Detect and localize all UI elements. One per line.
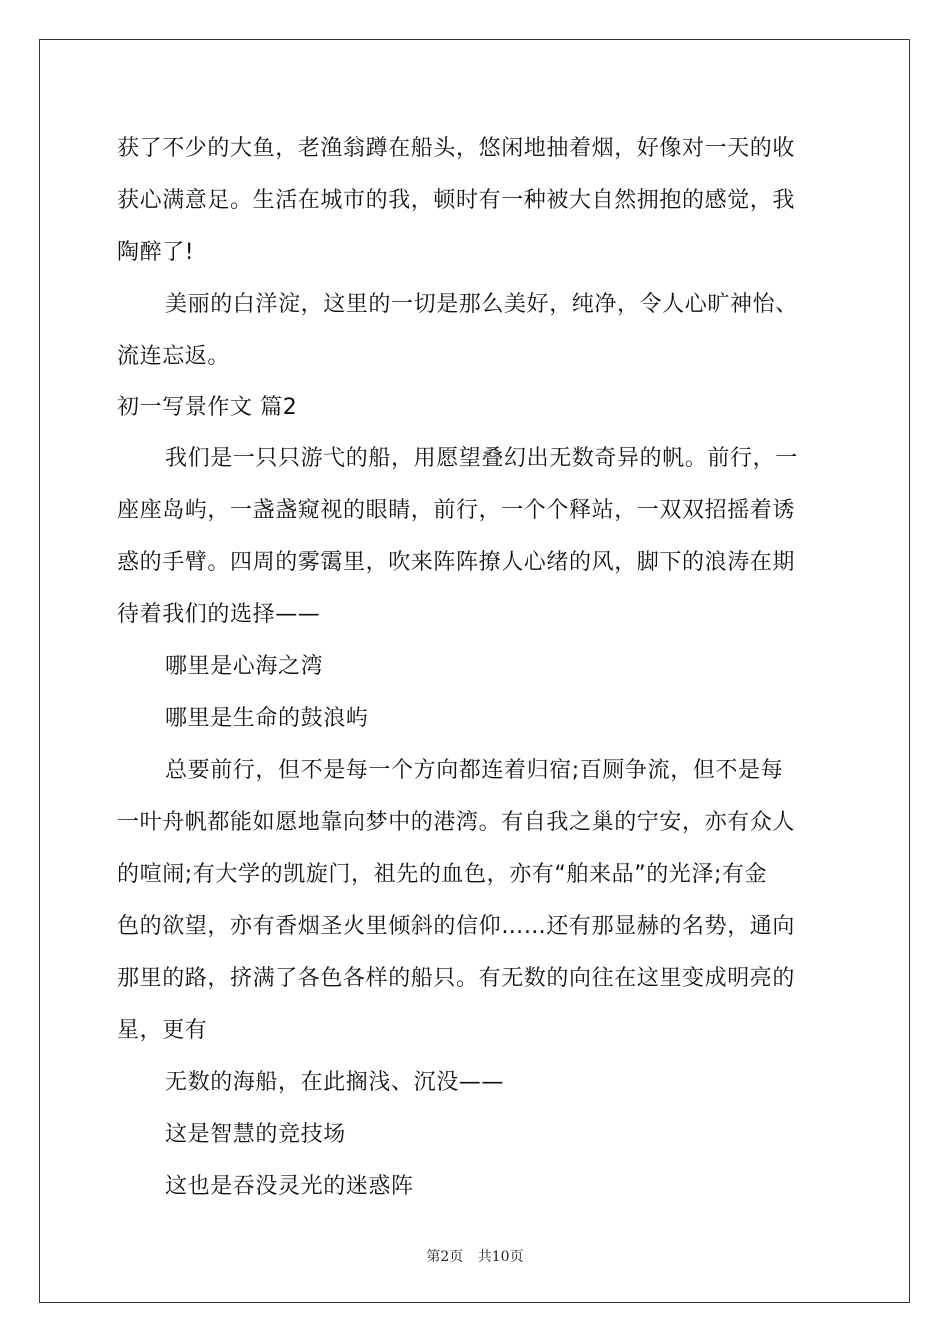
text-line: 星，更有: [117, 1018, 208, 1043]
document-body: [117, 123, 833, 1213]
text-line: 获心满意足。生活在城市的我，顿时有一种被大自然拥抱的感觉，我: [117, 188, 796, 213]
poem-line: 哪里是生命的鼓浪屿: [165, 706, 369, 731]
text-line: 惑的手臂。四周的雾霭里，吹来阵阵撩人心绪的风，脚下的浪涛在期: [117, 550, 796, 575]
text-line: 色的欲望，亦有香烟圣火里倾斜的信仰……还有那显赫的名势，通向: [117, 914, 796, 939]
text-line: 获了不少的大鱼，老渔翁蹲在船头，悠闲地抽着烟，好像对一天的收: [117, 136, 796, 161]
poem-line: 哪里是心海之湾: [165, 654, 324, 679]
paragraph-line: 总要前行，但不是每一个方向都连着归宿;百厕争流，但不是每: [165, 758, 784, 783]
paragraph-line: 美丽的白洋淀，这里的一切是那么美好，纯净，令人心旷神怡、: [165, 292, 798, 317]
poem-line: 这是智慧的竞技场: [165, 1122, 346, 1147]
text-line: 的喧闹;有大学的凯旋门，祖先的血色，亦有“舶来品”的光泽;有金: [117, 862, 768, 887]
page-total: 共10页: [477, 1249, 524, 1265]
page-footer: [0, 1246, 950, 1266]
text-line: 待着我们的选择——: [117, 602, 321, 627]
poem-line: 无数的海船，在此搁浅、沉没——: [165, 1070, 505, 1095]
section-heading: 初一写景作文 篇2: [117, 395, 298, 420]
poem-line: 这也是吞没灵光的迷惑阵: [165, 1174, 414, 1199]
page-number: 第2页: [426, 1249, 464, 1265]
text-line: 一叶舟帆都能如愿地靠向梦中的港湾。有自我之巢的宁安，亦有众人: [117, 810, 796, 835]
text-line: 座座岛屿，一盏盏窥视的眼睛，前行，一个个释站，一双双招摇着诱: [117, 498, 796, 523]
paragraph-line: 我们是一只只游弋的船，用愿望叠幻出无数奇异的帆。前行，一: [165, 446, 798, 471]
text-line: 那里的路，挤满了各色各样的船只。有无数的向往在这里变成明亮的: [117, 966, 796, 991]
text-line: 流连忘返。: [117, 344, 231, 369]
text-line: 陶醉了!: [117, 240, 195, 265]
